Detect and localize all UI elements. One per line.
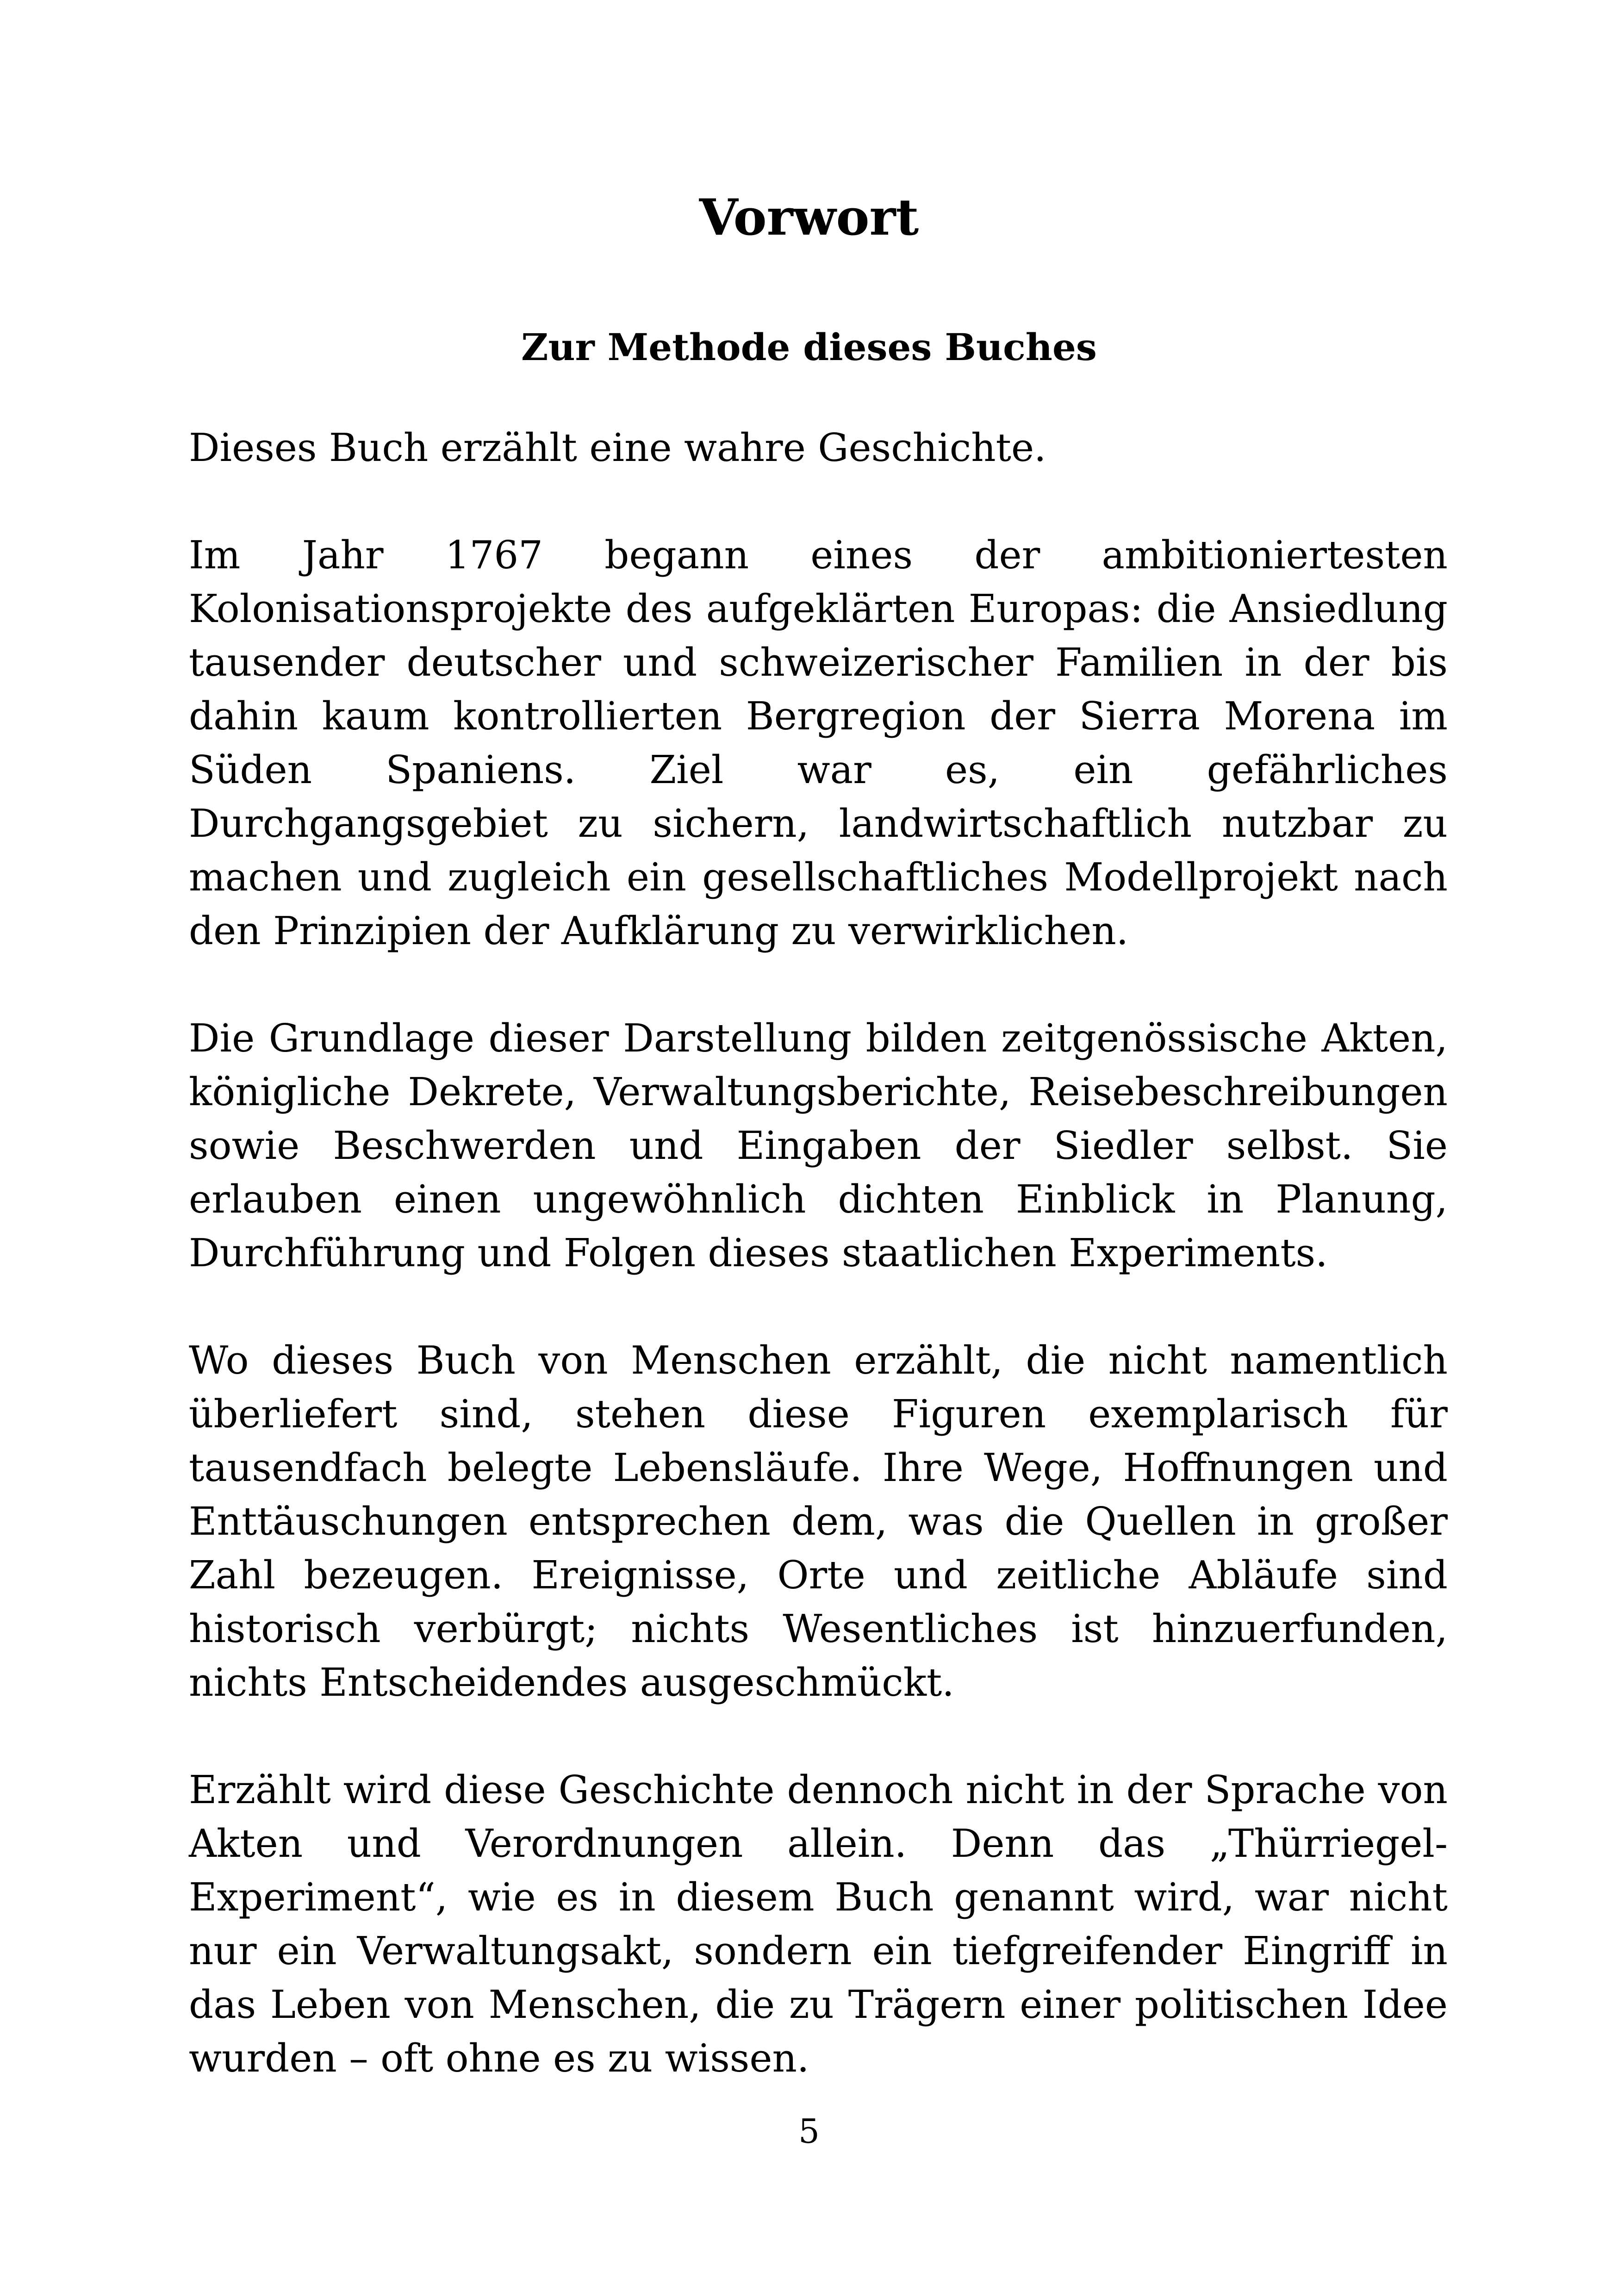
paragraph-4: Wo dieses Buch von Menschen erzählt, die nicht namentlich überliefert sind, stehen diese Figuren exemplarisch für tausendfach belegte Lebensläufe. Ihre Wege, Hoffnungen und Enttäuschungen entsprechen dem, was die Quellen in großer Zahl bezeugen. Ereignisse, Orte und zeitliche Abläufe sind historisch verbürgt; nichts Wesentliches ist hinzuerfunden, nichts Entscheidendes ausgeschmückt. — [189, 1338, 1448, 1705]
section-title: Zur Methode dieses Buches — [521, 325, 1097, 369]
chapter-title: Vorwort — [699, 188, 919, 247]
paragraph-5: Erzählt wird diese Geschichte dennoch nicht in der Sprache von Akten und Verordnungen allein. Denn das „Thürriegel-Experiment“, wie es in diesem Buch genannt wird, war nicht nur ein Verwaltungsakt, sondern ein tiefgreifender Eingriff in das Leben von Menschen, die zu Trägern einer politischen Idee wurden – oft ohne es zu wissen. — [189, 1767, 1448, 2081]
page-number: 5 — [798, 2112, 820, 2151]
paragraph-2: Im Jahr 1767 begann eines der ambitioniertesten Kolonisationsprojekte des aufgeklärten Europas: die Ansiedlung tausender deutscher und schweizerischer Familien in der bis dahin kaum kontrollierten Bergregion der Sierra Morena im Süden Spaniens. Ziel war es, ein gefährliches Durchgangsgebiet zu sichern, landwirtschaftlich nutzbar zu machen und zugleich ein gesellschaftliches Modellprojekt nach den Prinzipien der Aufklärung zu verwirklichen. — [189, 533, 1448, 953]
paragraph-1: Dieses Buch erzählt eine wahre Geschichte. — [189, 425, 1046, 470]
body-text — [189, 421, 1448, 2139]
paragraph-3: Die Grundlage dieser Darstellung bilden zeitgenössische Akten, königliche Dekrete, Verwaltungsberichte, Reisebeschreibungen sowie Beschwerden und Eingaben der Siedler selbst. Sie erlauben einen ungewöhnlich dichten Einblick in Planung, Durchführung und Folgen dieses staatlichen Experiments. — [189, 1016, 1448, 1276]
